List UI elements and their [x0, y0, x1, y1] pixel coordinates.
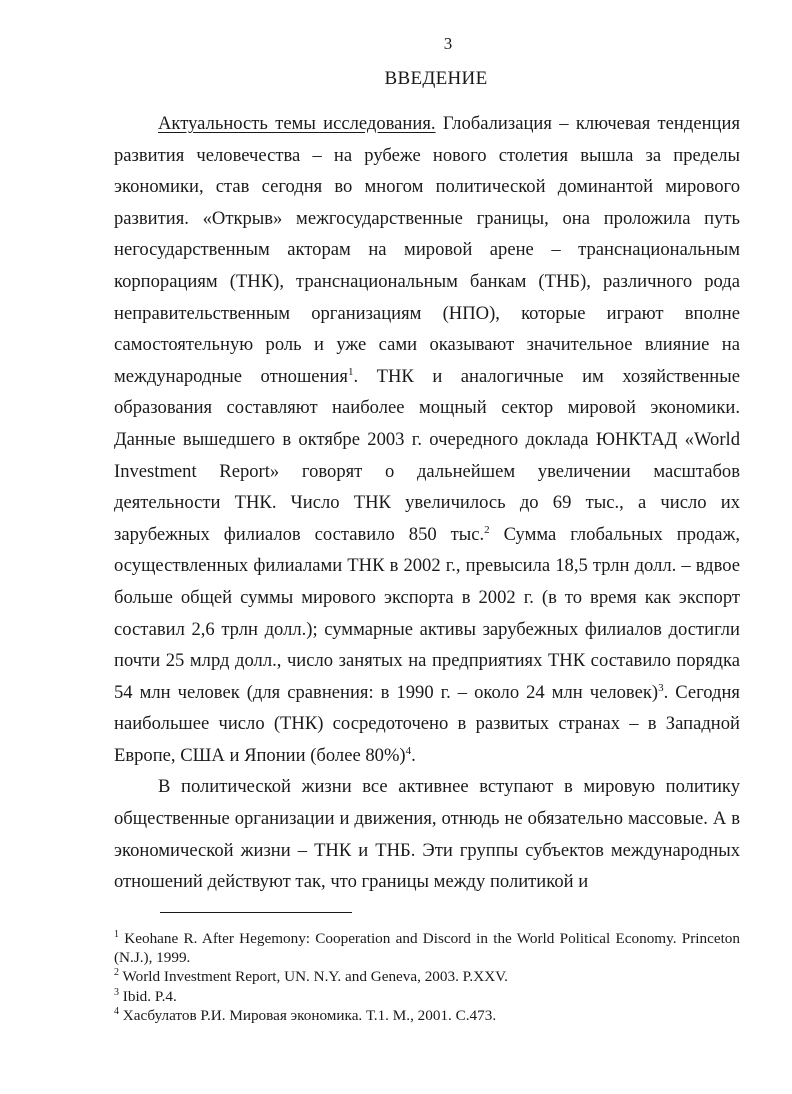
footnote-ref-3: 3 [658, 681, 664, 694]
page-heading: ВВЕДЕНИЕ [384, 68, 488, 89]
footnote-separator [160, 912, 352, 913]
footnote-3 [114, 988, 740, 1007]
body-text [114, 108, 740, 898]
paragraph-1 [114, 108, 740, 771]
footnote-mark: 1 [114, 928, 119, 940]
footnote-ref-2: 2 [484, 523, 490, 536]
paragraph-1-text-3: Сумма глобальных продаж, осуществленных филиалами ТНК в 2002 г., превысила 18,5 трлн долл. – вдвое больше общей суммы мирового экспорта в 2002 г. (в то время как экспорт составил 2,6 трлн долл.); суммарные активы зарубежных филиалов достигли почти 25 млрд долл., число занятых на предприятиях ТНК составило порядка 54 млн человек (для сравнения: в 1990 г. – около 24 млн человек) [114, 523, 740, 703]
paragraph-1-text-5: . [411, 744, 416, 766]
footnote-1 [114, 930, 740, 967]
footnote-mark: 3 [114, 986, 119, 998]
footnotes [114, 930, 740, 1027]
footnote-text: World Investment Report, UN. N.Y. and Geneva, 2003. P.XXV. [119, 968, 508, 986]
footnote-2 [114, 968, 740, 987]
footnote-mark: 2 [114, 967, 119, 979]
paragraph-1-text-4: . Сегодня наибольшее число (ТНК) сосредоточено в развитых странах – в Западной Европе, США и Японии (более 80%) [114, 681, 740, 766]
footnote-text: Хасбулатов Р.И. Мировая экономика. Т.1. М., 2001. С.473. [119, 1007, 497, 1025]
footnote-ref-4: 4 [405, 744, 412, 757]
page-number: 3 [443, 34, 453, 53]
footnote-text: Keohane R. After Hegemony: Cooperation and Discord in the World Political Economy. Princeton (N.J.), 1999. [114, 930, 740, 966]
paragraph-1-text-2: . ТНК и аналогичные им хозяйственные образования составляют наиболее мощный сектор мировой экономики. Данные вышедшего в октябре 2003 г. очередного доклада ЮНКТАД «World Investment Report» говорят о дальнейшем увеличении масштабов деятельности ТНК. Число ТНК увеличилось до 69 тыс., а число их зарубежных филиалов составило 850 тыс. [114, 365, 741, 545]
footnote-mark: 4 [114, 1006, 119, 1018]
topic-relevance-label: Актуальность темы исследования. [158, 113, 436, 134]
paragraph-2: В политической жизни все активнее вступают в мировую политику общественные организации и движения, отнюдь не обязательно массовые. А в экономической жизни – ТНК и ТНБ. Эти группы субъектов международных отношений действуют так, что границы между политикой и [114, 776, 740, 893]
footnote-4 [114, 1007, 740, 1026]
footnote-ref-1: 1 [348, 365, 354, 378]
footnote-text: Ibid. P.4. [119, 987, 177, 1005]
paragraph-1-text-1: Глобализация – ключевая тенденция развития человечества – на рубеже нового столетия вышла за пределы экономики, став сегодня во многом политической доминантой мирового развития. «Открыв» межгосударственные границы, она проложила путь негосударственным акторам на мировой арене – транснациональным корпорациям (ТНК), транснациональным банкам (ТНБ), различного рода неправительственным организациям (НПО), которые играют вполне самостоятельную роль и уже сами оказывают значительное влияние на международные отношения [114, 113, 741, 387]
